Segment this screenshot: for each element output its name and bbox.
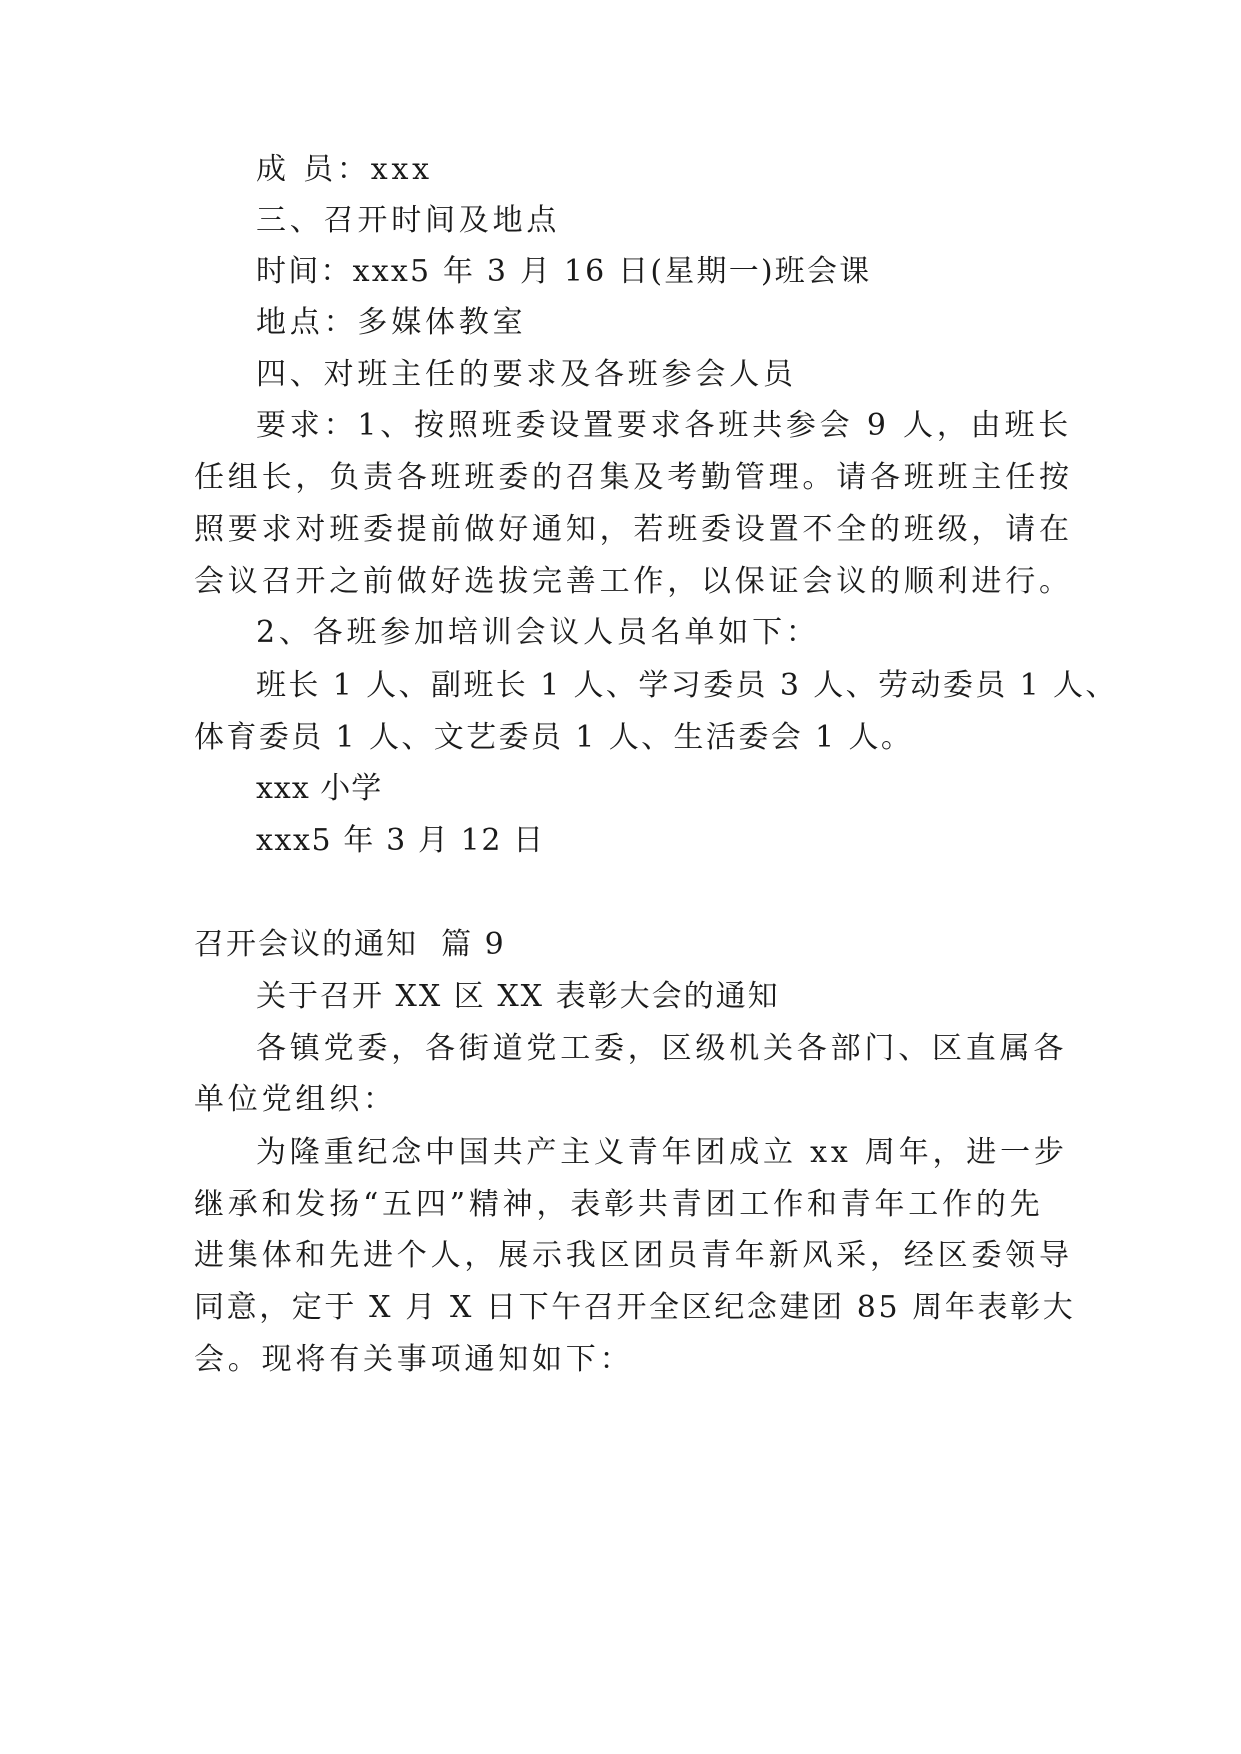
- attendees-line: 体育委员 1 人、文艺委员 1 人、生活委会 1 人。: [194, 720, 914, 755]
- body-line: 为隆重纪念中国共产主义青年团成立 xx 周年，进一步: [256, 1135, 1068, 1170]
- signature-org: xxx 小学: [256, 771, 383, 806]
- attendees-line: 班长 1 人、副班长 1 人、学习委员 3 人、劳动委员 1 人、: [256, 668, 1118, 703]
- member-line: 成 员：xxx: [256, 152, 433, 187]
- section-heading-time-place: 三、召开时间及地点: [256, 203, 561, 238]
- addressee-line: 单位党组织：: [194, 1082, 397, 1117]
- body-line: 进集体和先进个人，展示我区团员青年新风采，经区委领导: [194, 1238, 1073, 1273]
- requirement-line: 照要求对班委提前做好通知，若班委设置不全的班级，请在: [194, 512, 1073, 547]
- requirement-line: 任组长，负责各班班委的召集及考勤管理。请各班班主任按: [194, 460, 1073, 495]
- section-heading-requirements: 四、对班主任的要求及各班参会人员: [256, 357, 797, 392]
- article-title: 召开会议的通知 篇 9: [194, 927, 506, 962]
- notice-subtitle: 关于召开 XX 区 XX 表彰大会的通知: [256, 979, 780, 1014]
- addressee-line: 各镇党委，各街道党工委，区级机关各部门、区直属各: [256, 1031, 1068, 1066]
- body-line: 同意，定于 X 月 X 日下午召开全区纪念建团 85 周年表彰大: [194, 1290, 1076, 1325]
- time-line: 时间：xxx5 年 3 月 16 日(星期一)班会课: [256, 254, 872, 289]
- signature-date: xxx5 年 3 月 12 日: [256, 823, 545, 858]
- requirement-line: 会议召开之前做好选拔完善工作，以保证会议的顺利进行。: [194, 564, 1073, 599]
- requirement-2-line: 2、各班参加培训会议人员名单如下：: [256, 615, 820, 650]
- requirement-line: 要求：1、按照班委设置要求各班共参会 9 人，由班长: [256, 408, 1073, 443]
- place-line: 地点：多媒体教室: [256, 305, 527, 340]
- body-line: 继承和发扬“五四”精神，表彰共青团工作和青年工作的先: [194, 1187, 1044, 1222]
- body-line: 会。现将有关事项通知如下：: [194, 1342, 634, 1377]
